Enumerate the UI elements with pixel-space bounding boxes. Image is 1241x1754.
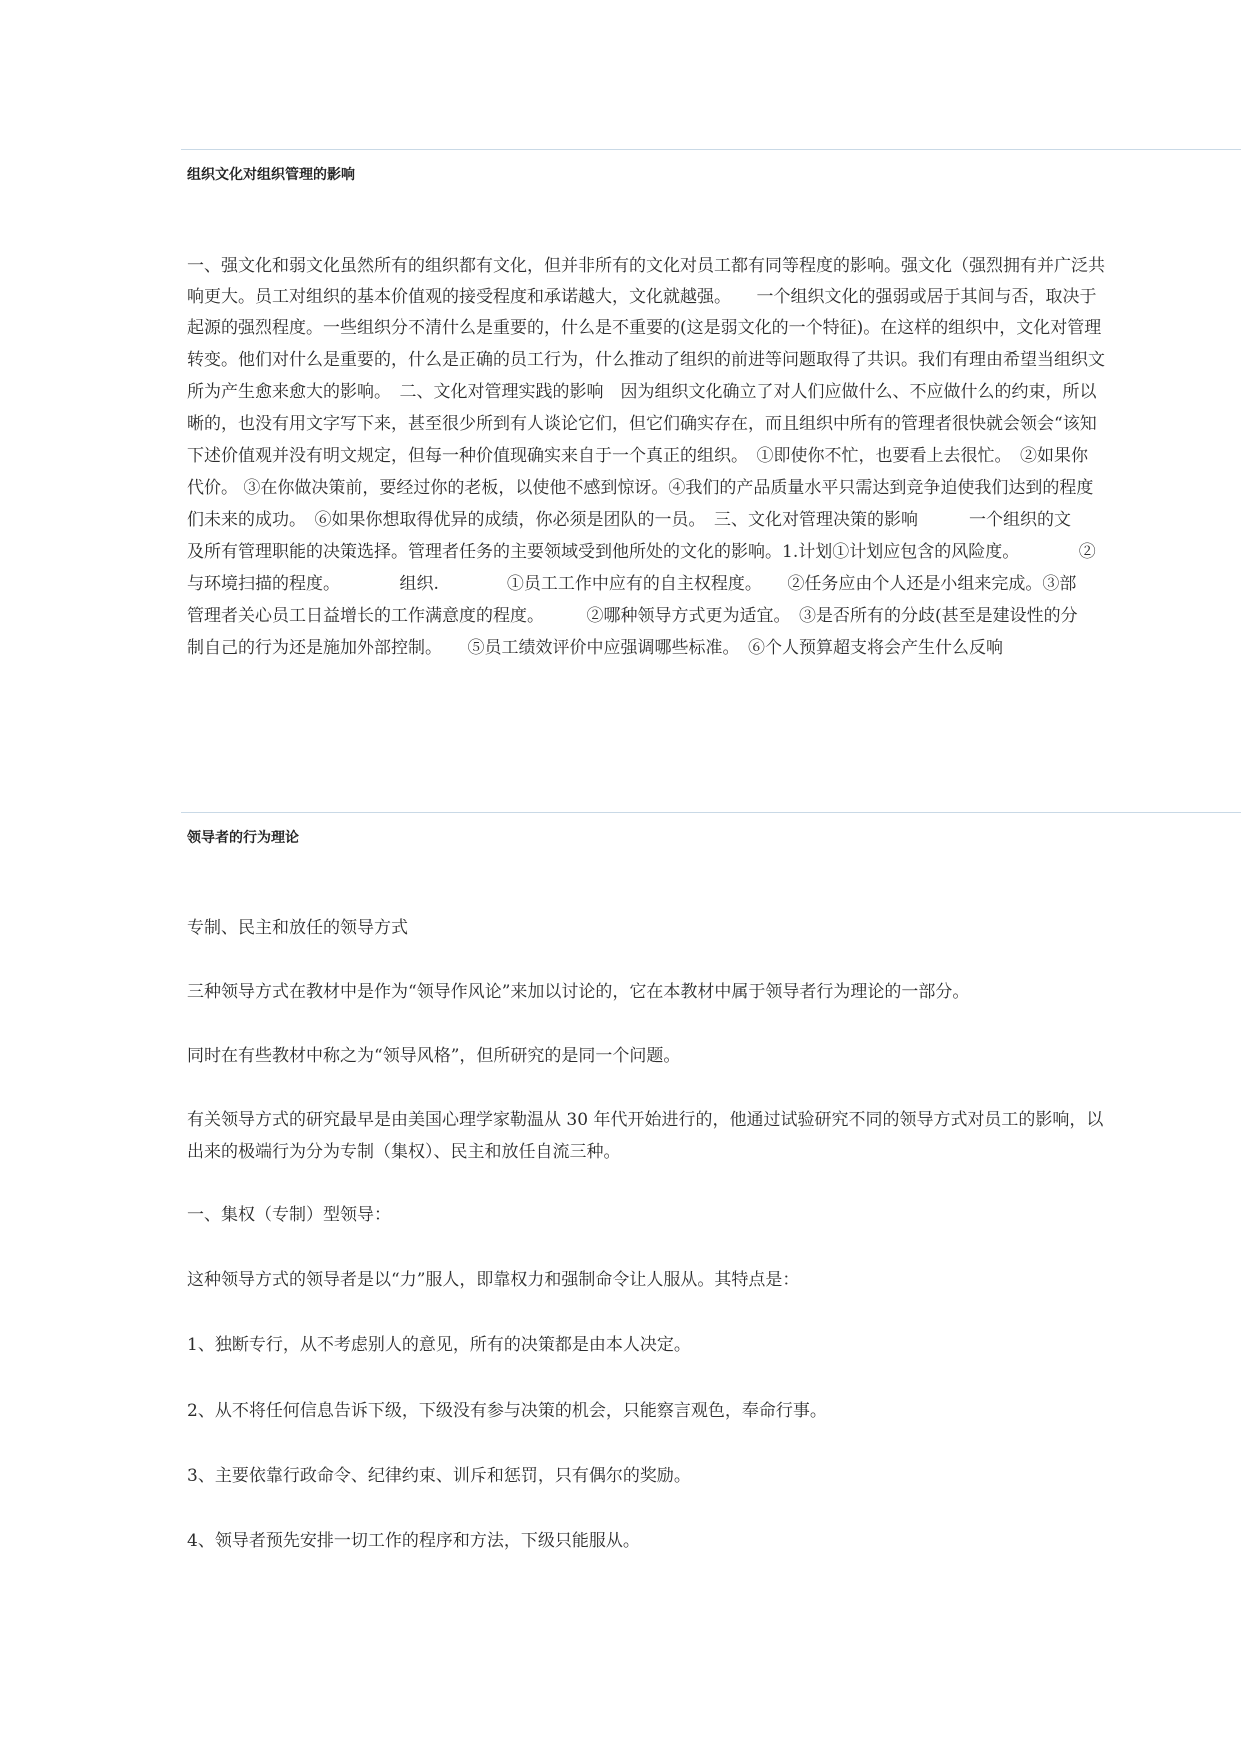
paragraph: 出来的极端行为分为专制（集权）、民主和放任自流三种。 [187,1142,621,1162]
section-divider [181,812,1241,813]
body-line: 管理者关心员工日益增长的工作满意度的程度。 ②哪种领导方式更为适宜。 ③是否所有的分歧(甚至是建设性的分 [187,606,1078,626]
body-line: 晰的，也没有用文字写下来，甚至很少所到有人谈论它们，但它们确实存在，而且组织中所有的管理者很快就会领会“该知 [187,414,1097,434]
body-line: 及所有管理职能的决策选择。管理者任务的主要领域受到他所处的文化的影响。1.计划①计划应包含的风险度。 ② [187,542,1096,562]
list-item: 4、领导者预先安排一切工作的程序和方法，下级只能服从。 [187,1531,640,1551]
list-item: 3、主要依靠行政命令、纪律约束、训斥和惩罚，只有偶尔的奖励。 [187,1466,691,1486]
body-line: 下述价值观并没有明文规定，但每一种价值现确实来自于一个真正的组织。 ①即使你不忙，也要看上去很忙。 ②如果你 [187,446,1088,466]
section-divider [181,149,1241,150]
body-line: 转变。他们对什么是重要的，什么是正确的员工行为，什么推动了组织的前进等问题取得了共识。我们有理由希望当组织文 [187,350,1105,370]
body-line: 响更大。员工对组织的基本价值观的接受程度和承诺越大，文化就越强。 一个组织文化的强弱或居于其间与否，取决于 [187,287,1097,307]
body-line: 们未来的成功。 ⑥如果你想取得优异的成绩，你必须是团队的一员。 三、文化对管理决策的影响 一个组织的文 [187,510,1071,530]
paragraph: 这种领导方式的领导者是以“力”服人，即靠权力和强制命令让人服从。其特点是： [187,1270,800,1290]
body-line: 起源的强烈程度。一些组织分不清什么是重要的，什么是不重要的(这是弱文化的一个特征)。在这样的组织中，文化对管理 [187,318,1102,338]
body-line: 所为产生愈来愈大的影响。 二、文化对管理实践的影响 因为组织文化确立了对人们应做什么、不应做什么的约束，所以 [187,382,1097,402]
subheading: 一、集权（专制）型领导： [187,1205,391,1225]
section-title: 领导者的行为理论 [187,830,299,846]
section-title: 组织文化对组织管理的影响 [187,167,355,183]
subheading: 专制、民主和放任的领导方式 [187,918,408,938]
body-line: 一、强文化和弱文化虽然所有的组织都有文化，但并非所有的文化对员工都有同等程度的影响。强文化（强烈拥有并广泛共 [187,256,1105,276]
paragraph: 有关领导方式的研究最早是由美国心理学家勒温从 30 年代开始进行的，他通过试验研究不同的领导方式对员工的影响，以 [187,1110,1104,1130]
body-line: 制自己的行为还是施加外部控制。 ⑤员工绩效评价中应强调哪些标准。 ⑥个人预算超支将会产生什么反响 [187,638,1003,658]
body-line: 与环境扫描的程度。 组织. ①员工工作中应有的自主权程度。 ②任务应由个人还是小组来完成。③部 [187,574,1077,594]
list-item: 1、独断专行，从不考虑别人的意见，所有的决策都是由本人决定。 [187,1335,691,1355]
body-line: 代价。 ③在你做决策前，要经过你的老板，以使他不感到惊讶。④我们的产品质量水平只需达到竞争迫使我们达到的程度 [187,478,1094,498]
paragraph: 同时在有些教材中称之为“领导风格”，但所研究的是同一个问题。 [187,1046,681,1066]
paragraph: 三种领导方式在教材中是作为“领导作风论”来加以讨论的，它在本教材中属于领导者行为理论的一部分。 [187,982,970,1002]
list-item: 2、从不将任何信息告诉下级，下级没有参与决策的机会，只能察言观色，奉命行事。 [187,1401,827,1421]
